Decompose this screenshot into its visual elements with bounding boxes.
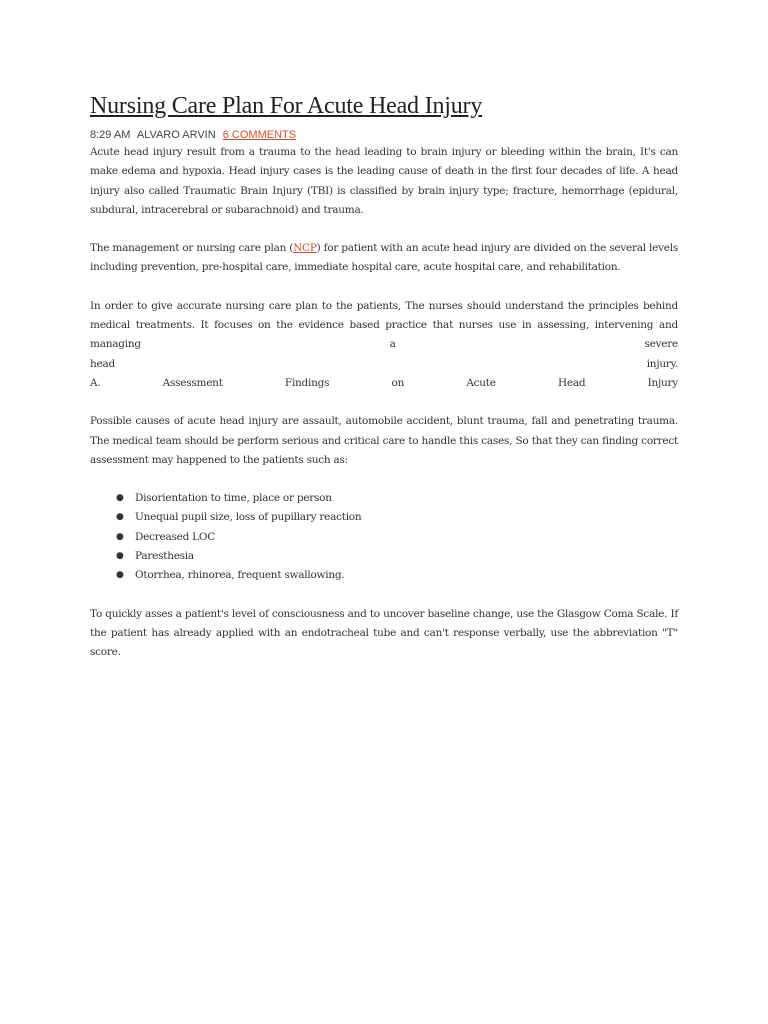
word: head [90, 357, 115, 370]
list-item-text: Otorrhea, rhinorea, frequent swallowing. [135, 569, 345, 582]
paragraph-principles: In order to give accurate nursing care plan to the patients, The nurses should understand the principles behind medical treatments. It focuses on the evidence based practice that nurses use in assessing, intervening and managing a severe [90, 299, 678, 351]
ncp-link[interactable]: NCP [293, 242, 317, 255]
comments-link[interactable]: 6 COMMENTS [222, 129, 297, 141]
bullet-icon: ● [116, 512, 124, 523]
paragraph-principles-last-line [90, 355, 678, 374]
list-item-text: Decreased LOC [135, 530, 216, 543]
paragraph-management-end: ) for patient with an acute head injury are divided on the several levels including prevention, pre-hospital care, immediate hospital care, acute hospital care, and rehabilitation. [90, 242, 678, 274]
word: Head [557, 376, 586, 389]
list-item [116, 547, 678, 566]
spacer [90, 586, 678, 605]
post-time: 8:29 AM [90, 129, 131, 141]
word: Acute [466, 376, 496, 389]
word: A. [90, 376, 101, 389]
bullet-icon: ● [116, 531, 124, 542]
bullet-icon: ● [116, 493, 124, 504]
page-title[interactable]: Nursing Care Plan For Acute Head Injury [90, 93, 483, 119]
post-meta [90, 128, 678, 142]
list-item-text: Paresthesia [135, 550, 194, 563]
spacer [90, 220, 678, 239]
paragraph-intro: Acute head injury result from a trauma to the head leading to brain injury or bleeding within the brain, It's can make edema and hypoxia. Head injury cases is the leading cause of death in the first four decades of life. A head injury also called Traumatic Brain Injury (TBI) is classified by brain injury type; fracture, hemorrhage (epidural, subdural, intracerebral or subarachnoid) and trauma. [90, 146, 678, 216]
list-item-text: Unequal pupil size, loss of pupillary reaction [135, 511, 362, 524]
bullet-icon: ● [116, 551, 124, 562]
list-item-text: Disorientation to time, place or person [135, 492, 332, 505]
paragraph-management [90, 239, 678, 278]
word: on [391, 376, 405, 389]
paragraph-management-start: The management or nursing care plan ( [90, 242, 294, 255]
word: Findings [284, 376, 330, 389]
findings-list [90, 489, 678, 585]
paragraph-causes: Possible causes of acute head injury are assault, automobile accident, blunt trauma, fall and penetrating trauma. The medical team should be perform serious and critical care to handle this cases, So that they can finding correct assessment may happened to the patients such as: [90, 415, 678, 466]
article [90, 92, 678, 663]
section-heading [90, 374, 678, 393]
list-item [116, 508, 678, 527]
post-author: ALVARO ARVIN [136, 129, 216, 141]
paragraph-gcs: To quickly asses a patient's level of consciousness and to uncover baseline change, use the Glasgow Coma Scale. If the patient has already applied with an endotracheal tube and can't response verbally, use the abbreviation "T" score. [90, 607, 678, 659]
list-item [116, 528, 678, 547]
list-item [116, 489, 678, 508]
word: injury. [646, 357, 678, 370]
list-item [116, 566, 678, 585]
word: Injury [647, 376, 678, 389]
word: Assessment [162, 376, 223, 389]
spacer [90, 393, 678, 412]
spacer [90, 278, 678, 297]
bullet-icon: ● [116, 570, 124, 581]
